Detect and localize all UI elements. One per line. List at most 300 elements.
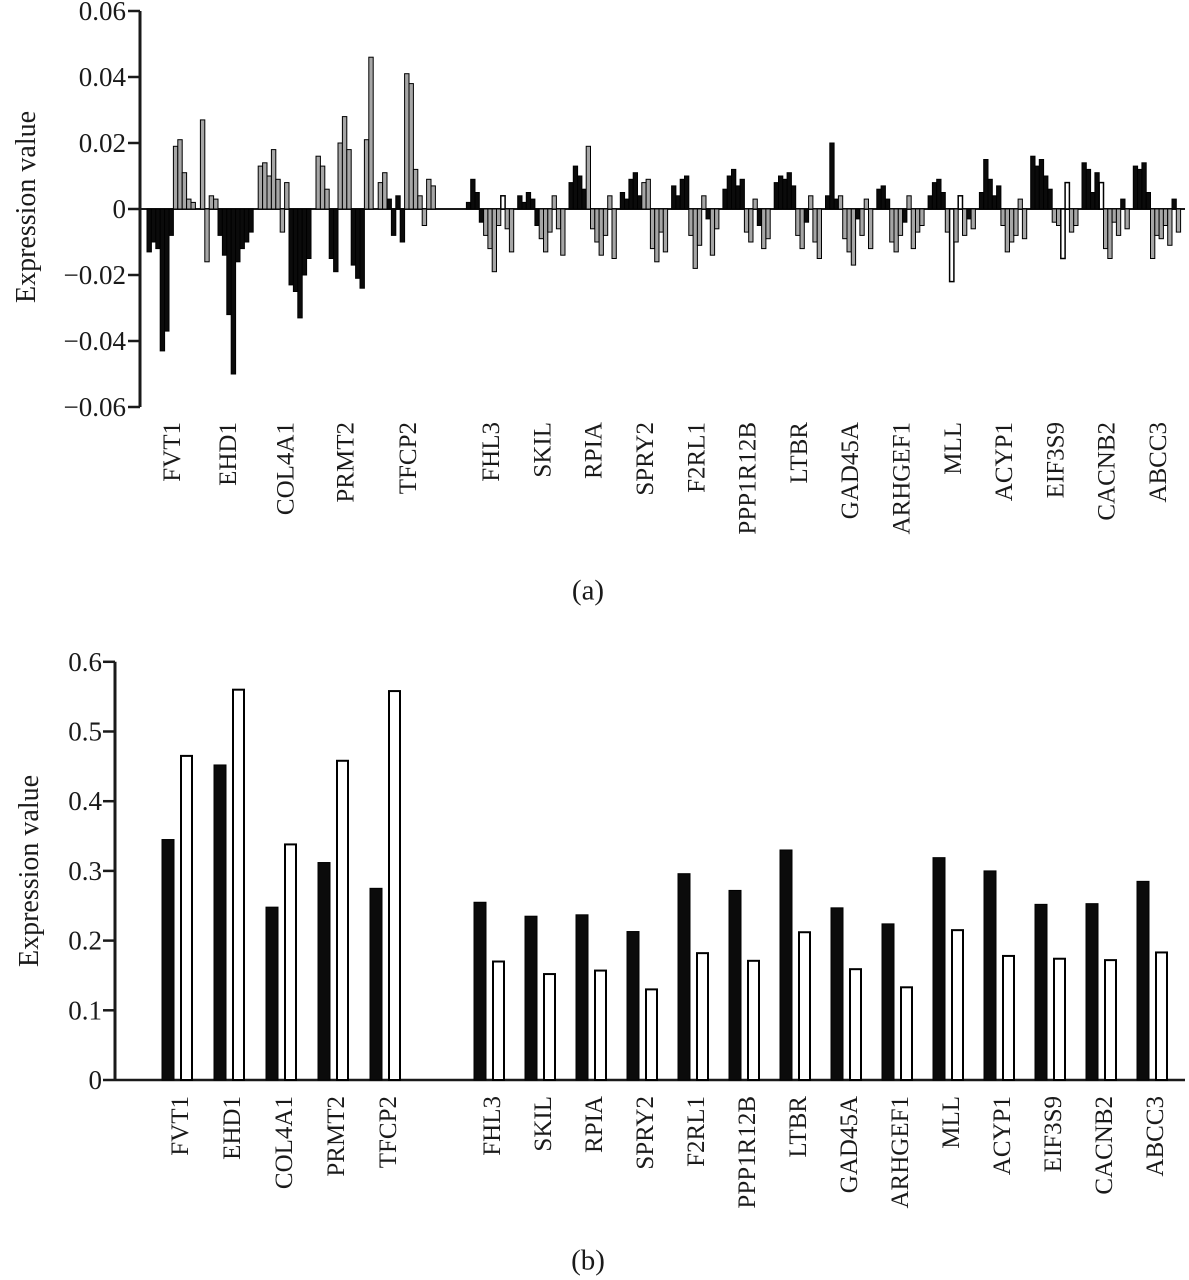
bar [409, 84, 413, 209]
bar [984, 160, 988, 210]
bar [608, 196, 612, 209]
bar [505, 209, 509, 229]
bar [992, 196, 996, 209]
bar [214, 199, 218, 209]
bar-white [799, 932, 810, 1080]
y-tick-label: 0 [88, 1065, 102, 1095]
x-category-label: CACNB2 [1091, 1096, 1118, 1195]
bar [342, 117, 346, 209]
x-category-label: PRMT2 [323, 1096, 350, 1177]
bar-white [337, 761, 348, 1080]
bar [779, 176, 783, 209]
bar [298, 209, 302, 318]
bar [1061, 209, 1065, 259]
bar [509, 209, 513, 252]
bar [263, 163, 267, 209]
bar [732, 169, 736, 209]
bar [659, 209, 663, 232]
bar [612, 209, 616, 259]
bar [633, 173, 637, 209]
x-category-label: RPIA [581, 1096, 608, 1153]
x-category-label: FHL3 [479, 1096, 506, 1156]
bar-white [646, 989, 657, 1080]
bar [843, 209, 847, 239]
bar-black [627, 932, 639, 1080]
bar-white [233, 690, 244, 1080]
bar [479, 209, 483, 222]
x-category-label: LTBR [785, 1096, 812, 1158]
bar [187, 199, 191, 209]
bar [1018, 199, 1022, 209]
x-category-label: FHL3 [478, 422, 506, 482]
bar [646, 179, 650, 209]
bar [378, 183, 382, 209]
bar [501, 196, 505, 209]
bar [280, 209, 284, 232]
x-category-label: MLL [939, 422, 967, 475]
bar [205, 209, 209, 262]
y-tick-label: 0 [112, 194, 126, 224]
x-category-label: ARHGEF1 [887, 1096, 914, 1209]
bar [693, 209, 697, 268]
bar [231, 209, 235, 374]
bar [650, 209, 654, 249]
bar-white [1105, 960, 1116, 1080]
bar [809, 196, 813, 209]
x-category-label: ABCC3 [1142, 1096, 1169, 1177]
bar [1155, 209, 1159, 235]
y-axis-label-b: Expression value [14, 774, 45, 968]
x-category-label: EIF3S9 [1042, 422, 1070, 499]
bar [405, 74, 409, 209]
y-tick-label: 0.2 [68, 925, 102, 956]
bar-white [181, 756, 192, 1080]
bar [544, 209, 548, 252]
bar [620, 193, 624, 210]
bar [851, 209, 855, 265]
bar [907, 196, 911, 209]
bar-black [162, 840, 174, 1080]
bar [535, 209, 539, 226]
bar [1108, 209, 1112, 259]
bar [209, 196, 213, 209]
bar [258, 166, 262, 209]
bar [685, 176, 689, 209]
bar-black [933, 858, 945, 1080]
bar [1091, 193, 1095, 210]
bar [1168, 209, 1172, 245]
bar [573, 166, 577, 209]
bar [881, 186, 885, 209]
bar [396, 196, 400, 209]
bar [599, 209, 603, 255]
bar [1142, 163, 1146, 209]
x-category-label: FVT1 [159, 422, 187, 482]
y-tick-label: 0.04 [78, 62, 126, 92]
bar [316, 156, 320, 209]
bar [364, 140, 368, 209]
bar [885, 199, 889, 209]
bar [903, 209, 907, 222]
bar [1112, 209, 1116, 222]
bar [958, 196, 962, 209]
bar-white [389, 691, 400, 1080]
x-category-label: COL4A1 [271, 1096, 298, 1190]
bar-black [1086, 904, 1098, 1080]
bar [222, 209, 226, 255]
bar [967, 209, 971, 219]
bar [625, 199, 629, 209]
bar [391, 209, 395, 235]
bar [740, 179, 744, 209]
bar [629, 179, 633, 209]
x-category-label: SPRY2 [631, 422, 659, 496]
bar [753, 199, 757, 209]
bar [813, 209, 817, 242]
bar [826, 196, 830, 209]
bar [950, 209, 954, 282]
bar-white [285, 844, 296, 1080]
bar-black [780, 850, 792, 1080]
bar [672, 186, 676, 209]
bar [488, 209, 492, 249]
bar [1116, 209, 1120, 235]
x-category-label: F2RL1 [683, 422, 711, 493]
y-tick-label: −0.02 [63, 260, 126, 290]
y-tick-label: 0.1 [68, 995, 102, 1026]
bar [249, 209, 253, 232]
bar [791, 186, 795, 209]
bar [890, 209, 894, 242]
bar [466, 202, 470, 209]
bar [360, 209, 364, 288]
x-category-label: SKIL [530, 1096, 557, 1152]
bar [932, 183, 936, 209]
bar [804, 209, 808, 222]
bar-white [493, 962, 504, 1080]
bar-black [729, 890, 741, 1080]
bar [680, 179, 684, 209]
bar [561, 209, 565, 255]
bar [847, 209, 851, 252]
bar [1048, 189, 1052, 209]
bar [329, 209, 333, 259]
bar [497, 209, 501, 226]
bar [302, 209, 306, 275]
bar [244, 209, 248, 242]
bar [413, 169, 417, 209]
bar [1044, 176, 1048, 209]
bar [1151, 209, 1155, 259]
bar [783, 179, 787, 209]
bar [492, 209, 496, 272]
bar [1176, 209, 1180, 232]
bar-black [266, 907, 278, 1080]
bar [369, 57, 373, 209]
bar [1031, 156, 1035, 209]
bar [762, 209, 766, 249]
bar [744, 209, 748, 232]
bar-black [1035, 904, 1047, 1080]
bar [236, 209, 240, 262]
bar [320, 166, 324, 209]
bar-white [748, 961, 759, 1080]
bar [556, 209, 560, 229]
bar [431, 186, 435, 209]
bar [1039, 160, 1043, 210]
x-category-label: FVT1 [167, 1096, 194, 1156]
bar [1001, 209, 1005, 226]
bar [578, 176, 582, 209]
bar [325, 189, 329, 209]
bar [603, 209, 607, 235]
bar [271, 150, 275, 209]
bar [1104, 209, 1108, 249]
y-tick-label: 0.02 [78, 128, 126, 158]
x-category-label: SPRY2 [632, 1096, 659, 1170]
bar-black [474, 902, 486, 1080]
x-category-label: PRMT2 [332, 422, 360, 503]
bar [548, 209, 552, 232]
panel-caption-a: (a) [571, 574, 605, 607]
bar [1163, 209, 1167, 226]
bar [387, 199, 391, 209]
bar [1074, 209, 1078, 226]
bar [954, 209, 958, 242]
bar [1005, 209, 1009, 252]
bar [522, 202, 526, 209]
bar [1146, 193, 1150, 210]
bar [997, 186, 1001, 209]
bar [749, 209, 753, 242]
x-category-label: GAD45A [836, 1096, 863, 1194]
bar-white [850, 969, 861, 1080]
x-category-label: ARHGEF1 [888, 422, 916, 535]
bar-black [882, 924, 894, 1080]
bar [736, 186, 740, 209]
bar-black [831, 908, 843, 1080]
bar [916, 209, 920, 232]
bar [518, 196, 522, 209]
bar [156, 209, 160, 249]
x-category-label: COL4A1 [272, 422, 300, 516]
y-tick-label: 0.4 [68, 786, 102, 817]
bar [817, 209, 821, 259]
bar [1052, 209, 1056, 222]
bar [289, 209, 293, 285]
bar [427, 179, 431, 209]
bar [182, 173, 186, 209]
x-category-label: EIF3S9 [1040, 1096, 1067, 1173]
bar [864, 199, 868, 209]
bar [655, 209, 659, 262]
bar [356, 209, 360, 278]
bar-black [214, 765, 226, 1080]
bar-white [1054, 959, 1065, 1080]
bar-white [1003, 956, 1014, 1080]
x-category-label: CACNB2 [1093, 422, 1121, 521]
bar [484, 209, 488, 235]
bar-black [576, 915, 588, 1080]
bar [240, 209, 244, 249]
bar [838, 196, 842, 209]
y-tick-label: 0.06 [78, 0, 126, 26]
expression-chart-b [0, 612, 1189, 1280]
x-category-label: ABCC3 [1144, 422, 1172, 503]
bar [1125, 209, 1129, 229]
bar [1159, 209, 1163, 239]
bar-black [318, 863, 330, 1080]
bar [869, 209, 873, 249]
bar-black [370, 888, 382, 1080]
bar [307, 209, 311, 259]
bar [531, 199, 535, 209]
bar [1014, 209, 1018, 235]
bar [898, 209, 902, 235]
x-category-label: TFCP2 [375, 1096, 402, 1169]
bar [285, 183, 289, 209]
bar [1138, 169, 1142, 209]
bar [676, 196, 680, 209]
bar [796, 209, 800, 235]
bar [1035, 166, 1039, 209]
bar-white [952, 930, 963, 1080]
bar-black [525, 916, 537, 1080]
bar [830, 143, 834, 209]
bar [191, 202, 195, 209]
bar [697, 209, 701, 245]
bar [757, 209, 761, 226]
bar-black [1137, 881, 1149, 1080]
x-category-label: PPP1R12B [734, 1096, 761, 1209]
bar-black [984, 871, 996, 1080]
x-category-label: PPP1R12B [734, 422, 762, 535]
bar [586, 146, 590, 209]
bar [422, 209, 426, 226]
bar-white [595, 971, 606, 1080]
bar [787, 173, 791, 209]
panel-caption-b: (b) [571, 1244, 605, 1277]
bar [856, 209, 860, 219]
y-tick-label: 0.6 [68, 646, 102, 677]
bar [710, 209, 714, 255]
x-category-label: MLL [938, 1096, 965, 1149]
bar [1069, 209, 1073, 232]
bar [774, 183, 778, 209]
bar-white [1156, 952, 1167, 1080]
bar [552, 196, 556, 209]
x-category-label: LTBR [785, 422, 813, 484]
bar [894, 209, 898, 252]
y-tick-label: 0.5 [68, 716, 102, 747]
bar [941, 193, 945, 210]
bar [1099, 183, 1103, 209]
bar [1010, 209, 1014, 242]
y-tick-label: −0.04 [63, 326, 126, 356]
bar [147, 209, 151, 252]
bar [715, 209, 719, 229]
bar [595, 209, 599, 242]
bar-white [697, 953, 708, 1080]
bar [173, 146, 177, 209]
bar [218, 209, 222, 235]
bar [702, 196, 706, 209]
bar [293, 209, 297, 292]
bar [971, 209, 975, 229]
bar-black [678, 874, 690, 1080]
bar [638, 196, 642, 209]
bar [1133, 166, 1137, 209]
bar [1172, 199, 1176, 209]
bar [351, 209, 355, 265]
bar-white [901, 987, 912, 1080]
x-category-label: ACYP1 [989, 1096, 1016, 1176]
bar [526, 193, 530, 210]
bar [1022, 209, 1026, 239]
bar [569, 183, 573, 209]
bar [418, 196, 422, 209]
bar [151, 209, 155, 242]
bar [267, 176, 271, 209]
bar [383, 173, 387, 209]
x-category-label: EHD1 [219, 1096, 246, 1160]
x-category-label: F2RL1 [683, 1096, 710, 1167]
bar [1121, 199, 1125, 209]
y-tick-label: 0.3 [68, 855, 102, 886]
bar [766, 209, 770, 239]
bar [582, 189, 586, 209]
x-category-label: ACYP1 [991, 422, 1019, 502]
bar [877, 189, 881, 209]
x-category-label: SKIL [529, 422, 557, 478]
bar [727, 176, 731, 209]
bar [200, 120, 204, 209]
bar [160, 209, 164, 351]
bar [276, 179, 280, 209]
bar [165, 209, 169, 331]
bar [928, 196, 932, 209]
bar [920, 209, 924, 226]
bar [1086, 169, 1090, 209]
bar [663, 209, 667, 252]
bar [834, 199, 838, 209]
bar [334, 209, 338, 272]
x-category-label: RPIA [580, 422, 608, 479]
bar [1082, 163, 1086, 209]
bar [591, 209, 595, 229]
expression-chart-a [0, 0, 1189, 612]
bar [860, 209, 864, 235]
bar [1065, 183, 1069, 209]
bar [988, 179, 992, 209]
bar [723, 189, 727, 209]
bar [642, 183, 646, 209]
bar [539, 209, 543, 239]
bar [800, 209, 804, 249]
bar [178, 140, 182, 209]
bar [689, 209, 693, 235]
bar [706, 209, 710, 219]
bar [979, 193, 983, 210]
bar [400, 209, 404, 242]
y-axis-label-a: Expression value [11, 110, 42, 304]
bar [937, 179, 941, 209]
bar [911, 209, 915, 249]
x-category-label: EHD1 [214, 422, 242, 486]
bar [475, 193, 479, 210]
x-category-label: GAD45A [837, 422, 865, 520]
bar [963, 209, 967, 235]
